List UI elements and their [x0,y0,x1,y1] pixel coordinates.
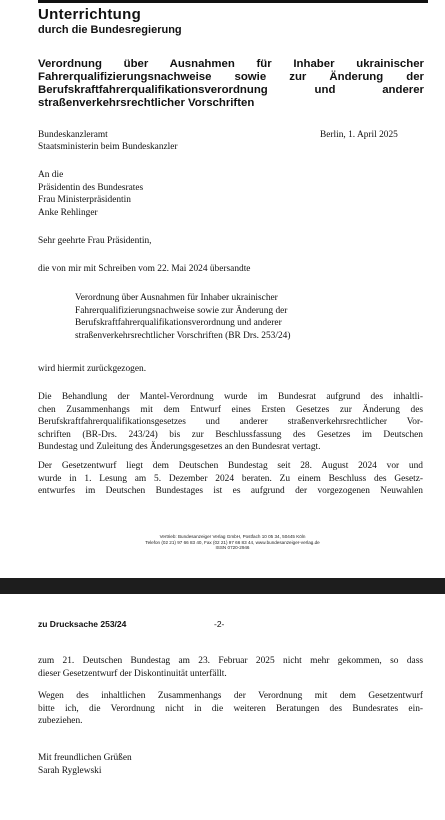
document-type-heading: Unterrichtung [38,6,142,23]
paragraph-line: Berufskraftfahrerqualifikationsgesetzes und anderer straßenverkehrsrechtlicher Vor- [38,417,423,427]
paragraph-line: zubeziehen. [38,716,83,726]
recipient-block [38,169,143,219]
closing-formula: Mit freundlichen Grüßen [38,753,132,763]
quote-line: Berufskraftfahrerqualifikationsverordnung und anderer [75,318,282,328]
paragraph-line: chen Zusammenhangs mit dem Entwurf eines Ersten Gesetzes zur Änderung des [38,404,423,415]
recipient-line: Frau Ministerpräsidentin [38,195,131,205]
paragraph-line: wurde in 1. Lesung am 5. Dezember 2024 beraten. Zu einem Beschluss des Gesetz- [38,473,423,484]
withdrawal-statement: wird hiermit zurückgezogen. [38,364,147,374]
subject-title [38,58,424,110]
quote-line: Fahrerqualifizierungsnachweise sowie zur Änderung der [75,305,288,316]
paragraph-line: bitte ich, die Verordnung nicht in die weiteren Beratungen des Bundesrates ein- [38,703,423,714]
salutation: Sehr geehrte Frau Präsidentin, [38,236,152,246]
paragraph-line: schriften (BR-Drs. 243/24) bis zur Beschlussfassung des Gesetzes im Deutschen [38,429,423,440]
quote-line: straßenverkehrsrechtlicher Vorschriften (BR Drs. 253/24) [75,330,291,341]
footer-line: ISSN 0720-2946 [215,545,250,551]
paragraph-line: Bundestag und Zuleitung des Änderungsgesetzes an den Bundesrat vertagt. [38,442,321,452]
document-reference: zu Drucksache 253/24 [38,619,127,629]
paragraph-line: Die Behandlung der Mantel-Verordnung wurde im Bundesrat aufgrund des inhaltli- [38,392,423,402]
paragraph-deferral [38,391,423,454]
paragraph-line: dieser Gesetzentwurf der Diskontinuität unterfällt. [38,668,227,679]
paragraph-line: Wegen des inhaltlichen Zusammenhangs der Verordnung mit dem Gesetzentwurf [38,691,423,701]
quoted-regulation-title [75,292,290,342]
recipient-line: An die [38,170,64,180]
recipient-line: Anke Rehlinger [38,207,98,218]
sender-office: Bundeskanzleramt [38,130,108,140]
page-separator [0,578,445,594]
publisher-footer [60,534,405,551]
recipient-line: Präsidentin des Bundesrates [38,182,144,193]
quote-line: Verordnung über Ausnahmen für Inhaber ukrainischer [75,293,278,303]
paragraph-request [38,690,423,728]
paragraph-line: Der Gesetzentwurf liegt dem Deutschen Bundestag seit 28. August 2024 vor und [38,461,423,471]
paragraph-line: zum 21. Deutschen Bundestag am 23. Februar 2025 nicht mehr gekommen, so dass [38,656,423,666]
header-rule [38,0,428,3]
footer-line: Vertrieb: Bundesanzeiger Verlag GmbH, Postfach 10 05 34, 50445 Köln [159,534,306,539]
paragraph-line: entwurfes im Deutschen Bundestages ist es aufgrund der vorgezogenen Neuwahlen [38,486,423,496]
subject-line: Berufskraftfahrerqualifikationsverordnung und anderer [38,84,424,96]
signatory-name: Sarah Ryglewski [38,766,102,776]
place-date: Berlin, 1. April 2025 [320,130,398,140]
sender-title: Staatsministerin beim Bundeskanzler [38,142,178,152]
paragraph-bill-status [38,460,423,498]
subject-line: straßenverkehrsrechtlicher Vorschriften [38,97,255,109]
document-issuer: durch die Bundesregierung [38,24,182,36]
subject-line: Fahrerqualifizierungsnachweise sowie zur Änderung der [38,71,424,83]
intro-text: die von mir mit Schreiben vom 22. Mai 2024 übersandte [38,264,251,274]
paragraph-discontinuity [38,655,423,680]
subject-line: Verordnung über Ausnahmen für Inhaber ukrainischer [38,58,424,70]
footer-line: Telefon (02 21) 97 66 83 40, Fax (02 21) 97 66 83 44, www.bundesanzeiger-verlag.de [145,539,320,545]
page-number: -2- [214,619,225,629]
